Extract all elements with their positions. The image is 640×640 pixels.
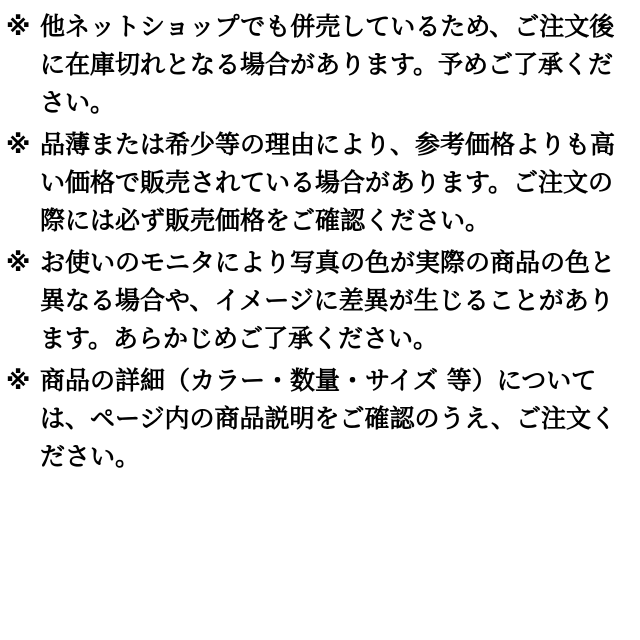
notice-text: 品薄または希少等の理由により、参考価格よりも高い価格で販売されている場合があります。ご注文の際には必ず販売価格をご確認ください。 [40,130,616,235]
notice-list [6,8,634,476]
notice-text: 商品の詳細（カラー・数量・サイズ 等）については、ページ内の商品説明をご確認のうえ、ご注文ください。 [40,366,617,471]
reference-mark-icon: ※ [6,130,31,159]
notice-item [6,8,634,122]
notice-item [6,126,634,240]
reference-mark-icon: ※ [6,366,31,395]
reference-mark-icon: ※ [6,12,31,41]
notice-item [6,244,634,358]
notice-text: 他ネットショップでも併売しているため、ご注文後に在庫切れとなる場合があります。予めご了承ください。 [40,12,615,117]
notice-text: お使いのモニタにより写真の色が実際の商品の色と異なる場合や、イメージに差異が生じることがあります。あらかじめご了承ください。 [40,248,616,353]
notice-item [6,362,634,476]
reference-mark-icon: ※ [6,248,31,277]
